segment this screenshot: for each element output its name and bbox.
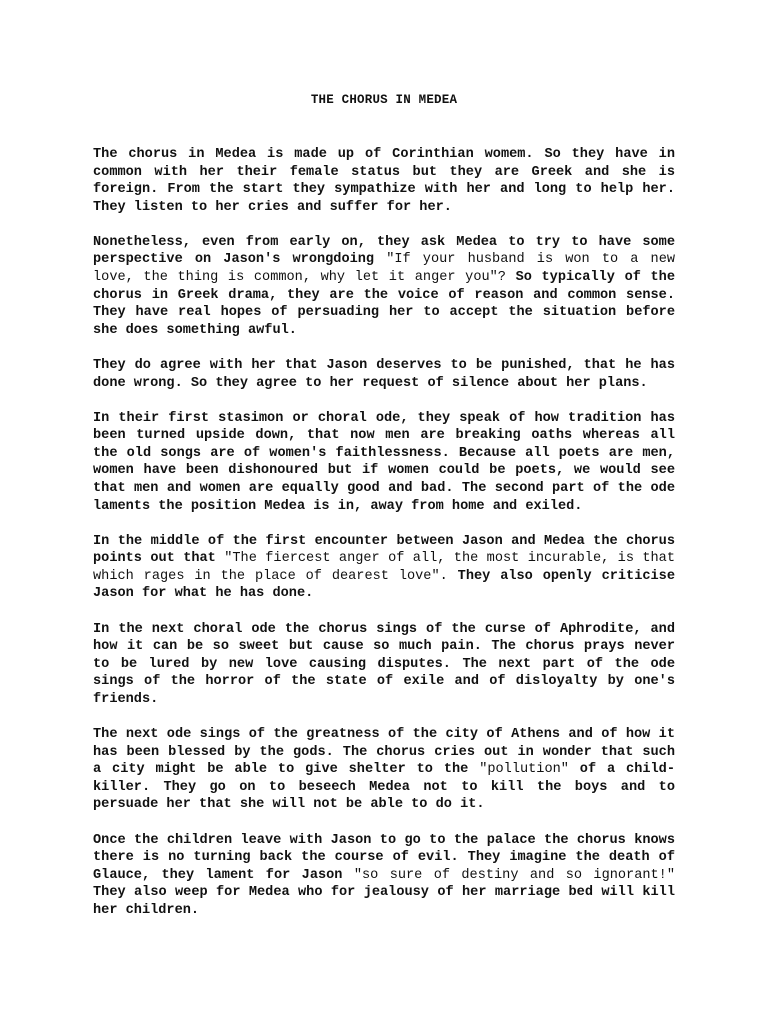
paragraph-text: of a child-killer. They go on to beseech Medea not to kill the boys and to persuade her that she will not be able to do it. xyxy=(93,762,675,813)
paragraph-text: Nonetheless, even from early on, they ask Medea to try to have some perspective on Jason's wrongdoing xyxy=(93,234,675,268)
paragraph-text: In their first stasimon or choral ode, they speak of how tradition has been turned upside down, that now men are breaking oaths whereas all the old songs are of women's faithlessness. Because all poets are men, women have been dishonoured but if women could be poets, we would see that men and women are equally good and bad. The second part of the ode laments the position Medea is in, away from home and exiled. xyxy=(93,410,675,514)
paragraph xyxy=(93,234,675,340)
paragraph-text: They also weep for Medea who for jealousy of her marriage bed will kill her children. xyxy=(93,885,675,918)
paragraph xyxy=(93,832,675,920)
paragraph-text: So typically of the chorus in Greek drama, they are the voice of reason and common sense. They have real hopes of persuading her to accept the situation before she does something awful. xyxy=(93,270,675,338)
paragraph xyxy=(93,726,675,814)
paragraph xyxy=(93,146,675,216)
quotation-text: "The fiercest anger of all, the most incurable, is that which rages in the place of dearest love". xyxy=(93,551,675,584)
document-title: THE CHORUS IN MEDEA xyxy=(310,93,458,107)
paragraph-text: Once the children leave with Jason to go to the palace the chorus knows there is no turning back the course of evil. They imagine the death of Glauce, they lament for Jason xyxy=(93,832,675,883)
paragraph xyxy=(93,357,675,392)
document-body xyxy=(93,146,675,937)
paragraph xyxy=(93,621,675,709)
paragraph-text: They do agree with her that Jason deserves to be punished, that he has done wrong. So they agree to her request of silence about her plans. xyxy=(93,357,675,391)
paragraph-text: In the next choral ode the chorus sings of the curse of Aphrodite, and how it can be so sweet but cause so much pain. The chorus prays never to be lured by new love causing disputes. The next part of the ode sings of the horror of the state of exile and of disloyalty by one's friends. xyxy=(93,621,675,707)
quotation-text: "If your husband is won to a new love, the thing is common, why let it anger you"? xyxy=(93,252,676,286)
paragraph xyxy=(93,410,675,516)
quotation-text: "pollution" xyxy=(479,762,569,778)
paragraph-text: The next ode sings of the greatness of the city of Athens and of how it has been blessed by the gods. The chorus cries out in wonder that such a city might be able to give shelter to the xyxy=(93,727,675,778)
paragraph-text: They also openly criticise Jason for what he has done. xyxy=(93,568,675,602)
paragraph-text: The chorus in Medea is made up of Corinthian womem. So they have in common with her their female status but they are Greek and she is foreign. From the start they sympathize with her and long to help her. They listen to her cries and suffer for her. xyxy=(93,147,675,215)
quotation-text: "so sure of destiny and so ignorant!" xyxy=(353,867,675,883)
paragraph-text: In the middle of the first encounter between Jason and Medea the chorus points out that xyxy=(93,533,675,567)
paragraph xyxy=(93,533,675,603)
